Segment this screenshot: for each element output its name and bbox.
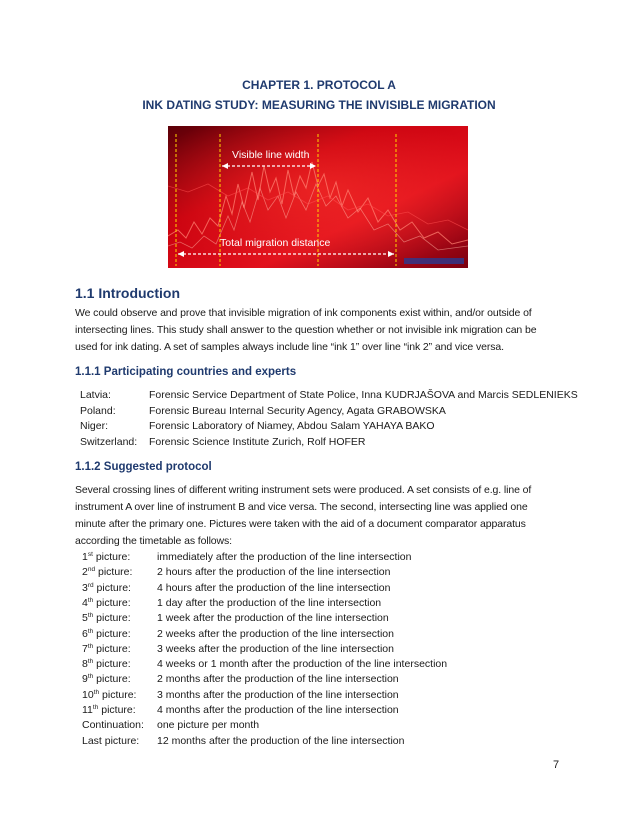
paragraph-line: used for ink dating. A set of samples always include line “ink 1” over line “ink 2” and vice versa. — [75, 341, 504, 353]
ordinal-suffix: th — [87, 673, 94, 681]
timetable-number: 4 — [82, 596, 88, 609]
chapter-title: CHAPTER 1. PROTOCOL A — [242, 78, 396, 92]
picture-word: picture: — [93, 596, 131, 609]
timetable-description: 4 hours after the production of the line intersection — [157, 581, 391, 594]
timetable-number: 9 — [82, 673, 88, 686]
timetable-label — [82, 643, 131, 655]
country-name: Niger: — [80, 420, 109, 432]
timetable-number: 7 — [82, 642, 88, 655]
ordinal-suffix: st — [87, 551, 93, 558]
expert-name: Forensic Bureau Internal Security Agency, Agata GRABOWSKA — [149, 405, 446, 417]
timetable-number: 1 — [82, 551, 88, 563]
timetable-number: 11 — [82, 704, 93, 716]
section-heading-introduction: 1.1 Introduction — [75, 285, 180, 301]
timetable-description: 4 weeks or 1 month after the production of the line intersection — [157, 658, 448, 671]
paragraph-line: Several crossing lines of different writing instrument sets were produced. A set consists of e.g. line of — [75, 484, 532, 496]
picture-word: picture: — [98, 704, 136, 716]
page-number: 7 — [553, 759, 560, 771]
ordinal-suffix: th — [87, 658, 94, 666]
picture-word: picture: — [92, 551, 131, 563]
paragraph-line: intersecting lines. This study shall answer to the question whether or not invisible ink migration can be — [75, 324, 537, 336]
ordinal-suffix: th — [87, 596, 94, 604]
picture-word: picture: — [99, 688, 137, 701]
timetable-description: one picture per month — [157, 719, 260, 732]
timetable-label — [82, 612, 131, 624]
section-heading-countries: 1.1.1 Participating countries and experts — [75, 366, 297, 378]
picture-word: picture: — [93, 581, 131, 594]
ordinal-suffix: th — [87, 612, 94, 620]
timetable-label — [82, 551, 130, 563]
timetable-number: 5 — [82, 612, 88, 625]
ordinal-suffix: th — [92, 704, 99, 711]
paragraph-line: minute after the primary one. Pictures were taken with the aid of a document comparator apparatus — [75, 518, 526, 530]
timetable-number: 3 — [82, 581, 88, 594]
country-name: Poland: — [80, 405, 116, 417]
timetable-description: 1 day after the production of the line intersection — [157, 596, 382, 609]
timetable-description: 3 weeks after the production of the line intersection — [157, 642, 394, 655]
introduction-paragraph — [75, 305, 563, 356]
timetable-label — [82, 735, 139, 747]
total-migration-label: Total migration distance — [220, 237, 331, 249]
picture-word: picture: — [93, 612, 131, 625]
country-name: Switzerland: — [80, 436, 138, 448]
timetable-number: 8 — [82, 658, 88, 671]
timetable-label — [82, 566, 132, 578]
ordinal-suffix: th — [93, 688, 100, 696]
picture-word: picture: — [93, 627, 131, 640]
timetable-description: 2 months after the production of the line intersection — [157, 673, 399, 686]
timetable-label — [82, 628, 131, 640]
timetable-number: 10 — [82, 688, 94, 701]
timetable-label — [82, 582, 131, 594]
timetable-label — [82, 597, 131, 609]
picture-word: picture: — [95, 566, 133, 579]
timetable-description: 2 hours after the production of the line intersection — [157, 566, 391, 579]
picture-word: picture: — [93, 658, 131, 671]
timetable-number: 2 — [82, 566, 88, 579]
timetable-description: 2 weeks after the production of the line intersection — [157, 627, 394, 640]
expert-name: Forensic Science Institute Zurich, Rolf HOFER — [149, 436, 366, 448]
timetable-description: 3 months after the production of the line intersection — [157, 688, 399, 701]
timetable-description: 12 months after the production of the line intersection — [157, 734, 405, 747]
ordinal-suffix: th — [87, 627, 94, 635]
timetable-label — [82, 673, 131, 685]
paragraph-line: according the timetable as follows: — [75, 535, 232, 547]
expert-name: Forensic Laboratory of Niamey, Abdou Salam YAHAYA BAKO — [149, 420, 435, 432]
ordinal-suffix: th — [87, 642, 94, 650]
paragraph-line: We could observe and prove that invisible migration of ink components exist within, and/or outside of — [75, 307, 532, 319]
country-name: Latvia: — [80, 389, 111, 401]
ordinal-suffix: nd — [87, 566, 96, 574]
paragraph-line: instrument A over line of instrument B and vice versa. The second, intersecting line was applied one — [75, 501, 528, 513]
migration-figure-image — [168, 126, 468, 268]
timetable-label — [82, 658, 131, 670]
timetable-number: 6 — [82, 627, 88, 640]
picture-word: picture: — [93, 673, 131, 686]
ordinal-suffix: rd — [87, 581, 94, 589]
section-heading-protocol: 1.1.2 Suggested protocol — [75, 461, 212, 473]
timetable-description: immediately after the production of the line intersection — [157, 551, 412, 563]
timetable-description: 4 months after the production of the line intersection — [157, 704, 399, 716]
timetable-label — [82, 689, 136, 701]
picture-word: picture: — [93, 642, 131, 655]
expert-name: Forensic Service Department of State Police, Inna KUDRJAŠOVA and Marcis SEDLENIEKS — [149, 389, 578, 401]
timetable-number: Last picture: — [82, 734, 140, 747]
migration-figure — [168, 126, 468, 268]
protocol-paragraph — [75, 482, 563, 550]
visible-line-width-label: Visible line width — [232, 149, 310, 161]
timetable-label — [82, 704, 136, 716]
timetable-label — [82, 719, 144, 731]
timetable-description: 1 week after the production of the line intersection — [157, 612, 389, 625]
chapter-subtitle: INK DATING STUDY: MEASURING THE INVISIBLE MIGRATION — [142, 98, 496, 112]
timetable-number: Continuation: — [82, 719, 144, 732]
